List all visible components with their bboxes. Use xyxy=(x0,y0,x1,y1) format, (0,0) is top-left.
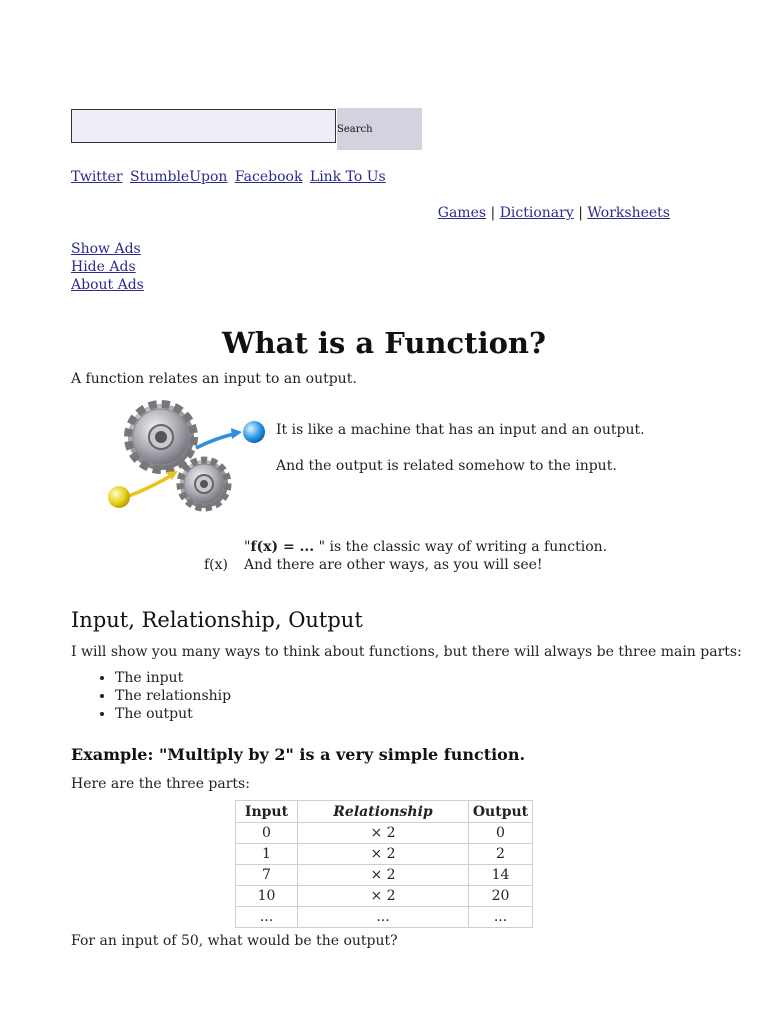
table-cell: × 2 xyxy=(298,886,469,907)
table-cell: 10 xyxy=(236,886,298,907)
header-input: Input xyxy=(236,801,298,823)
table-cell: × 2 xyxy=(298,844,469,865)
page-title: What is a Function? xyxy=(222,326,546,360)
header-relationship: Relationship xyxy=(298,801,469,823)
list-item: • The output xyxy=(115,705,231,723)
table-cell: 2 xyxy=(469,844,533,865)
table-cell: 20 xyxy=(469,886,533,907)
parts-list xyxy=(71,669,231,723)
stumbleupon-link[interactable]: StumbleUpon xyxy=(129,169,228,185)
section-text: I will show you many ways to think about functions, but there will always be three main parts: xyxy=(71,644,742,660)
menu-separator: | xyxy=(490,205,496,221)
input-ball-icon xyxy=(108,486,130,508)
search-input[interactable] xyxy=(71,109,336,143)
function-machine-gears-image xyxy=(104,400,274,515)
menu-separator: | xyxy=(578,205,583,221)
input-arrow-icon xyxy=(129,475,172,496)
table-cell: 0 xyxy=(469,823,533,844)
menu-item-worksheets[interactable]: Worksheets xyxy=(587,205,670,221)
machine-text-2: And the output is related somehow to the input. xyxy=(276,458,617,474)
menu-item-dictionary[interactable]: Dictionary xyxy=(499,205,574,221)
table-cell: ... xyxy=(236,907,298,928)
table-row xyxy=(236,823,533,844)
table-cell: × 2 xyxy=(298,823,469,844)
table-cell: ... xyxy=(469,907,533,928)
about-ads-link[interactable]: About Ads xyxy=(71,277,144,293)
hide-ads-link[interactable]: Hide Ads xyxy=(71,259,136,275)
output-ball-icon xyxy=(243,421,265,443)
table-cell: × 2 xyxy=(298,865,469,886)
small-gear-icon xyxy=(180,460,228,508)
menu-item-games[interactable]: Games xyxy=(437,205,487,221)
fx-description: "f(x) = ... " is the classic way of writing a function. xyxy=(244,539,608,555)
question-text: For an input of 50, what would be the output? xyxy=(71,933,398,949)
facebook-link[interactable]: Facebook xyxy=(234,169,303,185)
share-links xyxy=(71,169,389,185)
table-cell: 7 xyxy=(236,865,298,886)
link-to-us-link[interactable]: Link To Us xyxy=(309,169,386,185)
table-cell: 1 xyxy=(236,844,298,865)
table-header-row xyxy=(236,801,533,823)
twitter-link[interactable]: Twitter xyxy=(71,169,123,185)
table-row xyxy=(236,886,533,907)
example-title: Example: "Multiply by 2" is a very simple function. xyxy=(71,745,526,764)
machine-text-1: It is like a machine that has an input and an output. xyxy=(276,422,645,438)
table-row xyxy=(236,844,533,865)
table-row xyxy=(236,907,533,928)
table-cell: 14 xyxy=(469,865,533,886)
list-item: • The input xyxy=(115,669,231,687)
table-row xyxy=(236,865,533,886)
intro-text: A function relates an input to an output. xyxy=(71,371,357,387)
search-button[interactable]: Search xyxy=(337,108,422,150)
section-title: Input, Relationship, Output xyxy=(71,608,363,632)
list-item: • The relationship xyxy=(115,687,231,705)
fx-label: f(x) xyxy=(204,557,229,573)
large-gear-icon xyxy=(128,404,194,470)
top-menu xyxy=(437,205,670,221)
fx-other-ways: And there are other ways, as you will see! xyxy=(244,557,543,573)
table-cell: ... xyxy=(298,907,469,928)
header-output: Output xyxy=(469,801,533,823)
show-ads-link[interactable]: Show Ads xyxy=(71,241,141,257)
table-cell: 0 xyxy=(236,823,298,844)
ads-links xyxy=(71,240,144,294)
fx-code: f(x) = ... xyxy=(250,539,315,555)
function-table xyxy=(235,800,533,928)
output-arrow-icon xyxy=(196,434,234,448)
example-text: Here are the three parts: xyxy=(71,776,250,792)
